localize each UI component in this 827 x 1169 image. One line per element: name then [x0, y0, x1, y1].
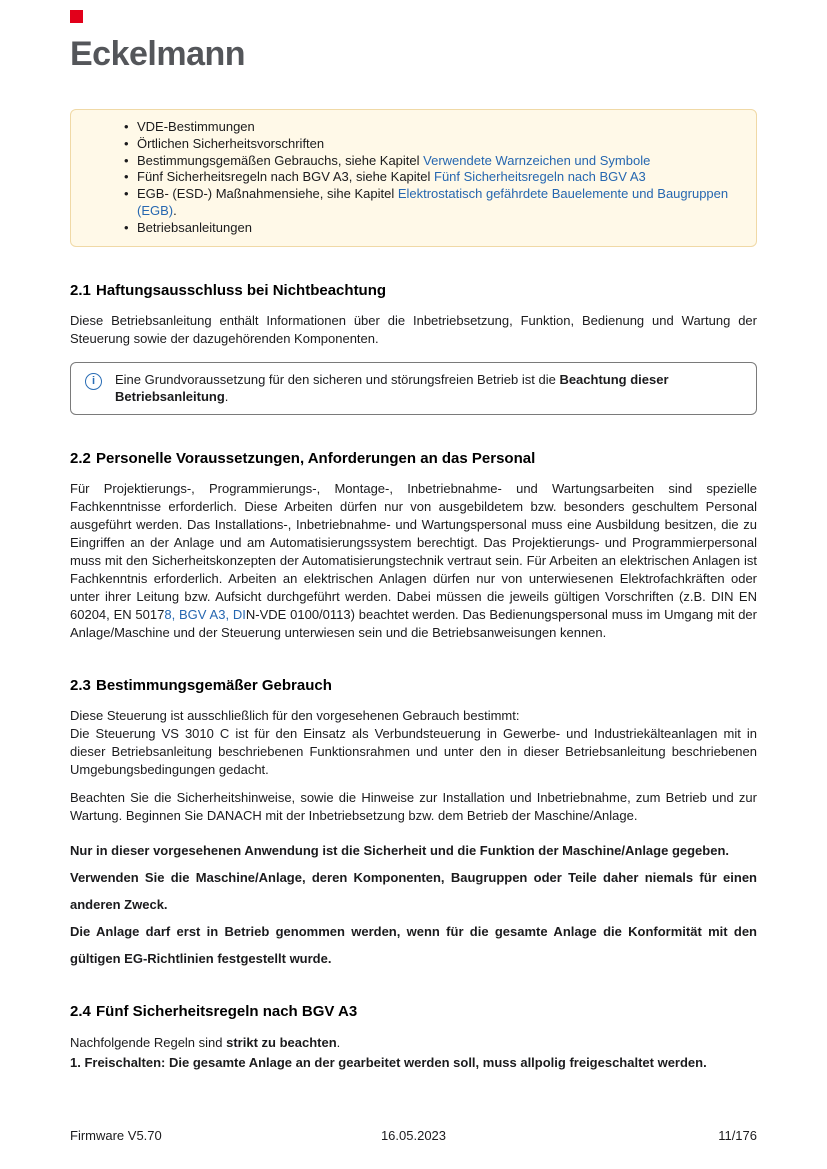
notice-item-text: VDE-Bestimmungen	[137, 119, 255, 134]
info-text	[115, 371, 742, 406]
notice-item	[124, 169, 740, 186]
section-heading-2-4	[70, 1002, 757, 1021]
footer-date: 16.05.2023	[380, 1128, 447, 1143]
info-text-pre: Eine Grundvoraussetzung für den sicheren und störungsfreien Betrieb ist die	[115, 371, 560, 387]
chapter-link-warnzeichen-symbole[interactable]: Verwendete Warnzeichen und Symbole	[423, 152, 651, 168]
notice-item-text: Örtlichen Sicherheitsvorschriften	[137, 135, 325, 151]
footer-firmware-version: Firmware V5.70	[70, 1128, 162, 1143]
section-title: Fünf Sicherheitsregeln nach BGV A3	[96, 1002, 358, 1020]
footer-page-number: 11/176	[718, 1128, 757, 1143]
section-heading-2-1	[70, 281, 757, 300]
paragraph-gebrauch	[70, 707, 757, 779]
section-heading-2-3	[70, 676, 757, 695]
notice-item-text: Fünf Sicherheitsregeln nach BGV A3, siehe Kapitel	[137, 169, 435, 185]
section-number: 2.1	[70, 281, 91, 299]
section-title: Bestimmungsgemäßer Gebrauch	[96, 676, 332, 694]
info-text-bold: Beachtung dieser Betriebsanleitung	[115, 371, 669, 405]
paragraph-text: .	[336, 1034, 341, 1050]
paragraph-text: Diese Steuerung ist ausschließlich für den vorgesehenen Gebrauch bestimmt:	[70, 707, 520, 723]
info-box	[70, 362, 757, 415]
paragraph-sicherheitshinweise: Beachten Sie die Sicherheitshinweise, sowie die Hinweise zur Installation und Inbetriebnahme, zum Betrieb und zur Wartung. Beginnen Sie DANACH mit der Inbetriebsetzung bzw. dem Betrieb der Maschine/Anlage.	[70, 789, 757, 823]
bold-requirements-block	[70, 837, 757, 972]
section-title: Haftungsausschluss bei Nichtbeachtung	[96, 281, 387, 299]
rule-1-freischalten: 1. Freischalten: Die gesamte Anlage an der gearbeitet werden soll, muss allpolig freigeschaltet werden.	[70, 1054, 707, 1070]
notice-item-text: EGB- (ESD-) Maßnahmensiehe, sihe Kapitel	[137, 186, 398, 202]
paragraph-text: Nachfolgende Regeln sind	[70, 1034, 227, 1050]
rules-intro-bold: strikt zu beachten	[226, 1034, 337, 1050]
section-heading-2-2	[70, 449, 757, 468]
paragraph-text: Für Projektierungs-, Programmierungs-, Montage-, Inbetriebnahme- und Wartungsarbeiten sind spezielle Fachkenntnisse erforderlich. Diese Arbeiten dürfen nur von ausgebildetem bzw. besonders geschultem Personal ausgeführt werden. Das Installations-, Inbetriebnahme- und Wartungspersonal muss eine Ausbildung besitzen, die zu Eingriffen an der Anlage und am Automatisierungssystem berechtigt. Das Projektierungs- und Programmierpersonal muss mit den Sicherheitskonzepten der Automatisierungstechnik vertraut sein. Für Arbeiten an elektrischen Anlagen ist Fachkenntnis erforderlich. Arbeiten an elektrischen Anlagen dürfen nur von unterwiesenen Elektrofachkräften oder unter ihrer Leitung bzw. Aufsicht durchgeführt werden. Dabei müssen die jeweils gültigen Vorschriften (z.B. DIN EN 60204, EN 5017	[70, 480, 757, 622]
eckelmann-logo	[70, 0, 757, 73]
page-footer	[70, 1128, 757, 1143]
notice-item-text: Betriebsanleitungen	[137, 219, 252, 235]
logo-text: Eckelmann	[70, 35, 246, 73]
notice-item	[124, 186, 740, 220]
paragraph-personal	[70, 480, 757, 642]
info-text-post: .	[224, 389, 229, 405]
logo-red-square-icon	[70, 10, 83, 23]
notice-item	[124, 220, 740, 237]
notice-item-text: .	[173, 202, 177, 218]
notice-item	[124, 153, 740, 170]
section-number: 2.3	[70, 676, 91, 694]
safety-notice-box	[70, 109, 757, 247]
bold-paragraph-konformitaet: Die Anlage darf erst in Betrieb genommen werden, wenn für die gesamte Anlage die Konformität mit den gültigen EG-Richtlinien festgestellt wurde.	[70, 923, 757, 966]
notice-item	[124, 136, 740, 153]
rules-intro	[70, 1033, 757, 1052]
chapter-link-sicherheitsregeln[interactable]: Fünf Sicherheitsregeln nach BGV A3	[434, 169, 646, 185]
info-icon: i	[85, 373, 102, 390]
paragraph-text: Die Steuerung VS 3010 C ist für den Einsatz als Verbundsteuerung in Gewerbe- und Industriekälteanlagen mit in dieser Betriebsanleitung beschriebenen Funktionsrahmen und unter den in dieser Betriebsanleitung beschriebenen Umgebungsbedingungen gedacht.	[70, 725, 757, 777]
notice-bullet-list	[87, 119, 740, 237]
section-number: 2.4	[70, 1002, 91, 1020]
section-number: 2.2	[70, 449, 91, 467]
notice-item-text: Bestimmungsgemäßen Gebrauchs, siehe Kapitel	[137, 152, 424, 168]
chapter-link-egb[interactable]: Elektrostatisch gefährdete Bauelemente und Baugruppen (EGB)	[137, 186, 729, 218]
paragraph-haftung: Diese Betriebsanleitung enthält Informationen über die Inbetriebsetzung, Funktion, Bedienung und Wartung der Steuerung sowie der dazugehörenden Komponenten.	[70, 312, 757, 346]
chapter-link-bgv-a3[interactable]: 8, BGV A3, DI	[164, 606, 246, 622]
section-title: Personelle Voraussetzungen, Anforderungen an das Personal	[96, 449, 536, 467]
paragraph-text: N-VDE 0100/0113) beachtet werden. Das Bedienungspersonal muss im Umgang mit der Anlage/Maschine und der Steuerung unterwiesen sein und die Betriebsanweisungen kennen.	[70, 606, 757, 640]
bold-paragraph-zweck: Verwenden Sie die Maschine/Anlage, deren Komponenten, Baugruppen oder Teile daher niemals für einen anderen Zweck.	[70, 869, 757, 912]
notice-item	[124, 119, 740, 136]
bold-paragraph-anwendung: Nur in dieser vorgesehenen Anwendung ist die Sicherheit und die Funktion der Maschine/Anlage gegeben.	[70, 842, 730, 858]
